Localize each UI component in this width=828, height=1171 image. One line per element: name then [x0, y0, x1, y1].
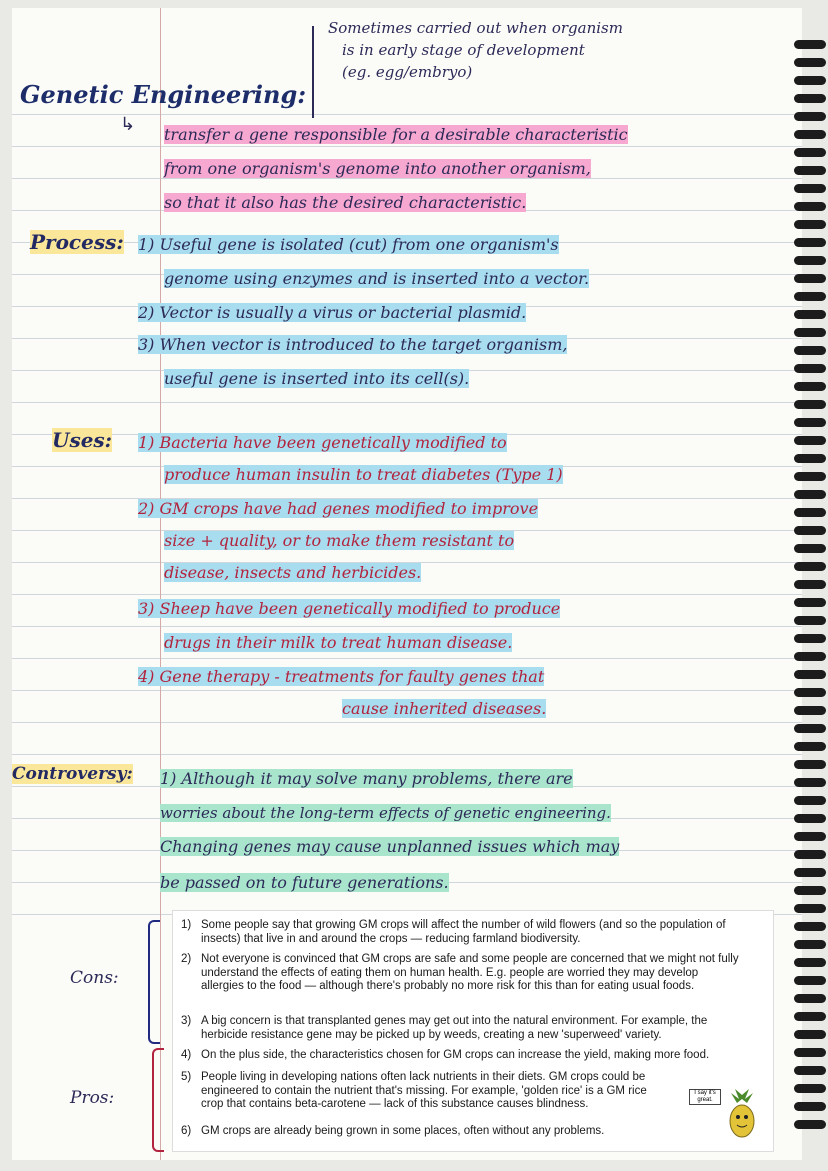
notebook-page [12, 8, 802, 1160]
pros-bracket [152, 1048, 164, 1152]
uses-line: disease, insects and herbicides. [164, 563, 422, 582]
box-item: 2) Not everyone is convinced that GM crops are safe and some people are concerned that we might not fully understand the effects of eating them on human health. E.g. people are worried they may develop allergies to the food — although there's probably no more risk for this than for eating usual foods. [181, 953, 739, 992]
mascot-speech: I say it's great. [689, 1089, 721, 1105]
definition-line: so that it also has the desired characteristic. [164, 193, 527, 212]
uses-line: 1) Bacteria have been genetically modified to [138, 433, 507, 452]
process-line: genome using enzymes and is inserted into a vector. [164, 269, 590, 288]
uses-line: 4) Gene therapy - treatments for faulty genes that [138, 667, 545, 686]
uses-line: 3) Sheep have been genetically modified to produce [138, 599, 561, 618]
arrow-icon: ↳ [120, 114, 136, 135]
definition-line: transfer a gene responsible for a desirable characteristic [164, 125, 628, 144]
controversy-label: Controversy: [12, 764, 133, 784]
side-note-line: (eg. egg/embryo) [342, 63, 473, 81]
process-line: useful gene is inserted into its cell(s). [164, 369, 470, 388]
controversy-line: 1) Although it may solve many problems, there are [160, 769, 573, 788]
uses-line: size + quality, or to make them resistant to [164, 531, 515, 550]
side-note-line: is in early stage of development [342, 41, 585, 59]
box-item: 1) Some people say that growing GM crops will affect the number of wild flowers (and so the population of insects) that live in and around the crops — reducing farmland biodiversity. [181, 919, 726, 945]
printed-excerpt [172, 910, 774, 1152]
side-note-bracket [312, 26, 314, 118]
process-line: 2) Vector is usually a virus or bacterial plasmid. [138, 303, 527, 322]
uses-line: cause inherited diseases. [342, 699, 547, 718]
uses-line: produce human insulin to treat diabetes (Type 1) [164, 465, 563, 484]
process-line: 1) Useful gene is isolated (cut) from one organism's [138, 235, 559, 254]
box-item: 5) People living in developing nations often lack nutrients in their diets. GM crops could be engineered to contain the nutrient that's missing. For example, 'golden rice' is a GM rice crop that contains beta-carotene — lack of this substance causes blindness. [181, 1071, 647, 1110]
box-item: 6) GM crops are already being grown in some places, often without any problems. [181, 1125, 605, 1137]
box-item: 3) A big concern is that transplanted genes may get out into the natural environment. For example, the herbicide resistance gene may be picked up by weeds, creating a new 'superweed' variety. [181, 1015, 708, 1041]
uses-line: drugs in their milk to treat human disease. [164, 633, 513, 652]
spiral-binding [794, 0, 828, 1171]
mascot-icon [694, 1089, 765, 1145]
process-line: 3) When vector is introduced to the target organism, [138, 335, 568, 354]
cons-bracket [148, 920, 160, 1044]
box-item: 4) On the plus side, the characteristics chosen for GM crops can increase the yield, making more food. [181, 1049, 710, 1061]
page-title: Genetic Engineering: [20, 80, 307, 109]
side-note-line: Sometimes carried out when organism [328, 19, 623, 37]
uses-line: 2) GM crops have had genes modified to improve [138, 499, 539, 518]
margin-line [160, 8, 161, 1160]
controversy-line: Changing genes may cause unplanned issues which may [160, 837, 620, 856]
uses-label: Uses: [52, 428, 113, 452]
pros-label: Pros: [70, 1088, 115, 1108]
cons-label: Cons: [70, 968, 119, 988]
definition-line: from one organism's genome into another organism, [164, 159, 591, 178]
controversy-line: be passed on to future generations. [160, 873, 449, 892]
process-label: Process: [30, 230, 124, 254]
controversy-line: worries about the long-term effects of genetic engineering. [160, 804, 611, 822]
